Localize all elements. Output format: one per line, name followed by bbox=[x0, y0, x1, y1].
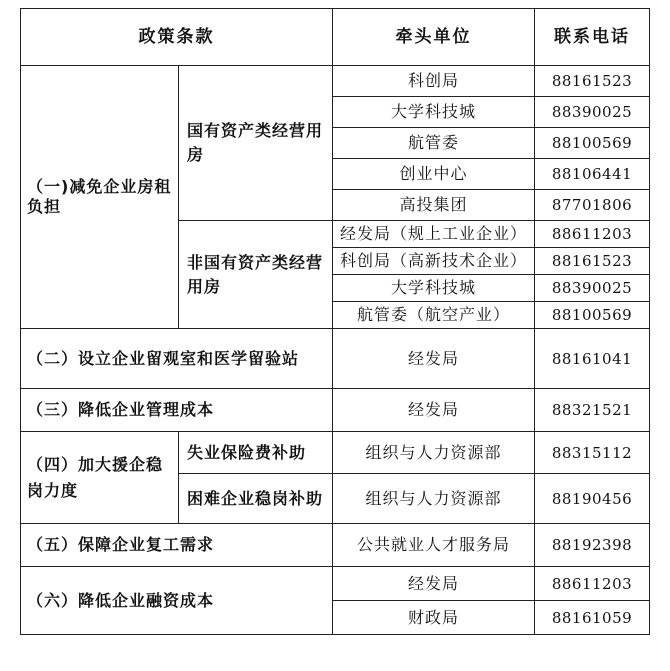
subcategory-cell: 非国有资产类经营用房 bbox=[179, 221, 333, 329]
table-row bbox=[21, 524, 650, 567]
phone-cell: 88390025 bbox=[535, 97, 650, 128]
table-row bbox=[21, 432, 650, 474]
table-row bbox=[21, 389, 650, 432]
header-unit: 牵头单位 bbox=[333, 9, 535, 66]
unit-cell: 大学科技城 bbox=[333, 97, 535, 128]
header-row bbox=[21, 9, 650, 66]
phone-cell: 88190456 bbox=[535, 474, 650, 524]
unit-cell: 科创局 bbox=[333, 66, 535, 97]
policy-cell: （一)减免企业房租负担 bbox=[21, 66, 179, 329]
phone-cell: 88161041 bbox=[535, 329, 650, 389]
unit-cell: 大学科技城 bbox=[333, 275, 535, 302]
subcategory-cell: 国有资产类经营用房 bbox=[179, 66, 333, 221]
policy-contact-table bbox=[20, 8, 650, 635]
phone-cell: 88321521 bbox=[535, 389, 650, 432]
unit-cell: 经发局 bbox=[333, 329, 535, 389]
unit-cell: 创业中心 bbox=[333, 159, 535, 190]
table-row bbox=[21, 66, 650, 97]
policy-cell: （五）保障企业复工需求 bbox=[21, 524, 333, 567]
phone-cell: 88192398 bbox=[535, 524, 650, 567]
header-policy: 政策条款 bbox=[21, 9, 333, 66]
unit-cell: 经发局（规上工业企业） bbox=[333, 221, 535, 248]
unit-cell: 航管委 bbox=[333, 128, 535, 159]
table-row bbox=[21, 567, 650, 601]
phone-cell: 88611203 bbox=[535, 221, 650, 248]
unit-cell: 组织与人力资源部 bbox=[333, 432, 535, 474]
phone-cell: 88161523 bbox=[535, 248, 650, 275]
phone-cell: 88106441 bbox=[535, 159, 650, 190]
phone-cell: 87701806 bbox=[535, 190, 650, 221]
phone-cell: 88611203 bbox=[535, 567, 650, 601]
unit-cell: 高投集团 bbox=[333, 190, 535, 221]
unit-cell: 组织与人力资源部 bbox=[333, 474, 535, 524]
subcategory-cell: 困难企业稳岗补助 bbox=[179, 474, 333, 524]
policy-cell: （六）降低企业融资成本 bbox=[21, 567, 333, 635]
subcategory-cell: 失业保险费补助 bbox=[179, 432, 333, 474]
unit-cell: 公共就业人才服务局 bbox=[333, 524, 535, 567]
policy-cell: （二）设立企业留观室和医学留验站 bbox=[21, 329, 333, 389]
phone-cell: 88100569 bbox=[535, 302, 650, 329]
phone-cell: 88161059 bbox=[535, 601, 650, 635]
table-row bbox=[21, 329, 650, 389]
policy-contact-table-container bbox=[20, 8, 650, 635]
unit-cell: 财政局 bbox=[333, 601, 535, 635]
header-phone: 联系电话 bbox=[535, 9, 650, 66]
policy-cell: （四）加大援企稳岗力度 bbox=[21, 432, 179, 524]
unit-cell: 经发局 bbox=[333, 389, 535, 432]
phone-cell: 88315112 bbox=[535, 432, 650, 474]
phone-cell: 88100569 bbox=[535, 128, 650, 159]
unit-cell: 科创局（高新技术企业） bbox=[333, 248, 535, 275]
unit-cell: 经发局 bbox=[333, 567, 535, 601]
phone-cell: 88161523 bbox=[535, 66, 650, 97]
unit-cell: 航管委（航空产业） bbox=[333, 302, 535, 329]
policy-cell: （三）降低企业管理成本 bbox=[21, 389, 333, 432]
phone-cell: 88390025 bbox=[535, 275, 650, 302]
